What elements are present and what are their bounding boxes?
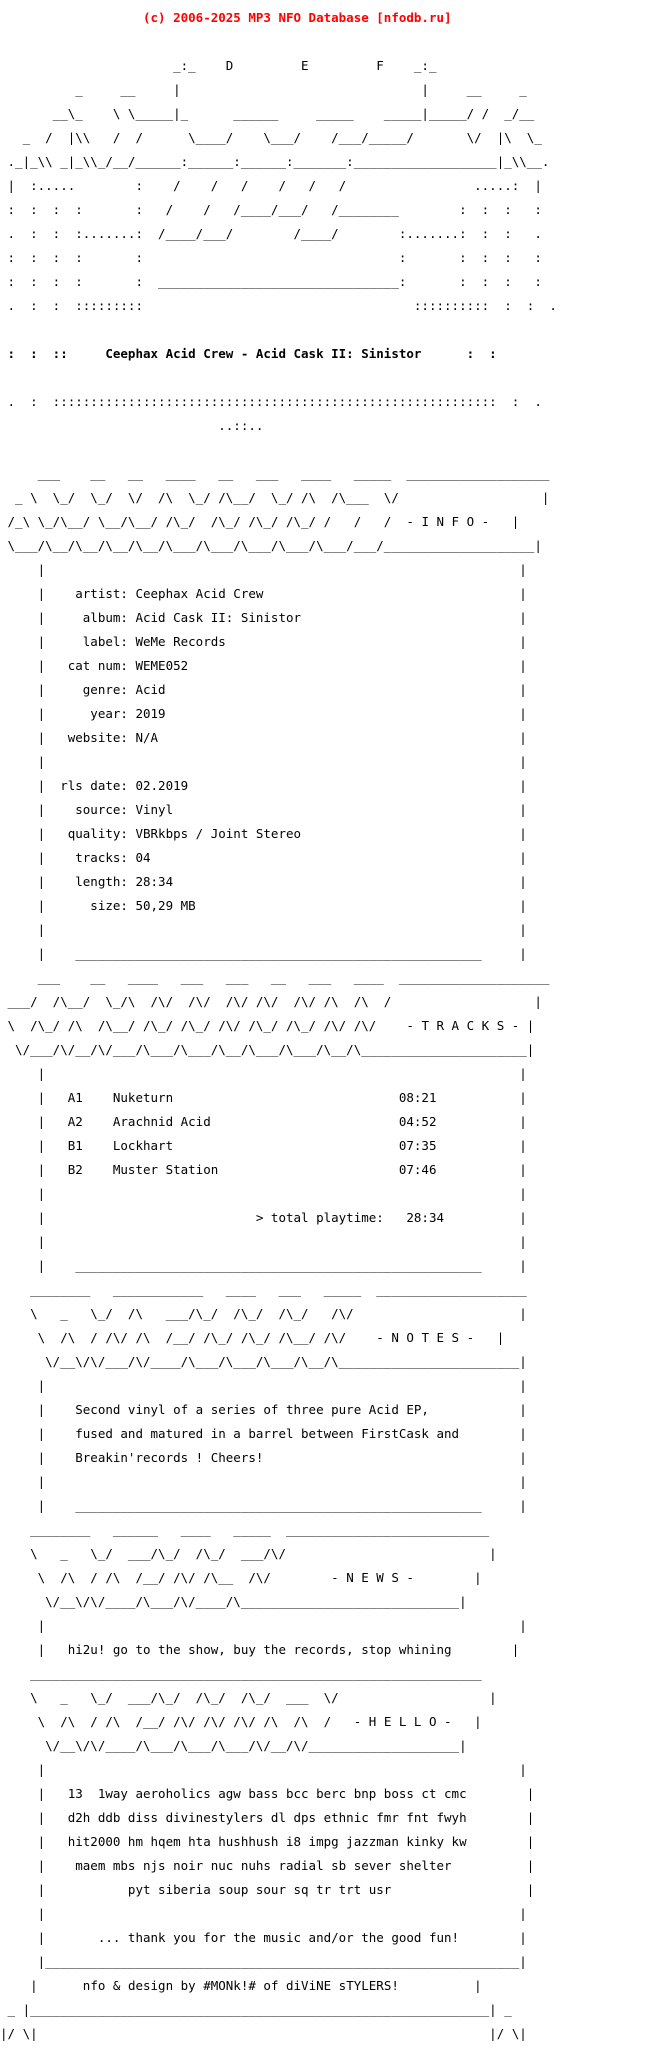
release-box-bottom: . : ::::::::::::::::::::::::::::::::::::::::::::::::::::::::::: : .	[0, 394, 542, 409]
info-line: | cat num: WEME052 |	[0, 658, 527, 673]
info-line: | quality: VBRkbps / Joint Stereo |	[0, 826, 527, 841]
track-line: | B2 Muster Station 07:46 |	[0, 1162, 527, 1177]
info-line: | label: WeMe Records |	[0, 634, 527, 649]
logo-line: _ __ | | __ _	[0, 82, 527, 97]
section-title-news: - N E W S -	[331, 1570, 414, 1585]
track-line: | A1 Nuketurn 08:21 |	[0, 1090, 527, 1105]
hello-line: | pyt siberia soup sour sq tr trt usr |	[0, 1882, 535, 1897]
info-line: | genre: Acid |	[0, 682, 527, 697]
footer-top: |_______________________________________________________________|	[0, 1954, 527, 1969]
logo-line: ._|_\\ _|_\\_/__/______:______:______:_______:___________________|_\\__.	[0, 154, 550, 169]
release-title: Ceephax Acid Crew - Acid Cask II: Sinistor	[105, 346, 422, 361]
total-playtime-line: | > total playtime: 28:34 |	[0, 1210, 527, 1225]
logo-line: : : : : : ________________________________: : : : :	[0, 274, 542, 289]
info-header-line: \___/\__/\__/\__/\__/\___/\___/\___/\___/\___/___/____________________|	[0, 538, 542, 553]
logo-line: | :..... : / / / / / / .....: |	[0, 178, 542, 193]
release-title-line: : : :: Ceephax Acid Crew - Acid Cask II: Sinistor : :	[0, 346, 497, 361]
notes-header-line: \ /\ / /\/ /\ /__/ /\_/ /\_/ /\__/ /\/ - N O T E S - |	[0, 1330, 505, 1345]
logo-line: _:_ D E F _:_	[0, 58, 520, 73]
news-header-line: \ _ \_/ ___/\_/ /\_/ ___/\/ |	[0, 1546, 497, 1561]
tracks-header-line: ___ __ ____ ___ ___ __ ___ ____ ____________________	[0, 970, 550, 985]
spacer: | |	[0, 562, 527, 577]
hello-header-line: \/__\/\/____/\___/\___/\___/\/__/\/____________________|	[0, 1738, 467, 1753]
news-header-line: \/__\/\/____/\___/\/____/\_____________________________|	[0, 1594, 467, 1609]
hello-line: | 13 1way aeroholics agw bass bcc berc bnp boss ct cmc |	[0, 1786, 535, 1801]
info-line: | album: Acid Cask II: Sinistor |	[0, 610, 527, 625]
divider: | ______________________________________________________ |	[0, 946, 527, 961]
news-line: | hi2u! go to the show, buy the records, stop whining |	[0, 1642, 520, 1657]
info-line: | size: 50,29 MB |	[0, 898, 527, 913]
notes-line: | fused and matured in a barrel between FirstCask and |	[0, 1426, 527, 1441]
notes-header-line: ________ ____________ ____ ___ _____ ____________________	[0, 1282, 527, 1297]
hello-line: | hit2000 hm hqem hta hushhush i8 impg jazzman kinky kw |	[0, 1834, 535, 1849]
footer-end: |/ \| |/ \|	[0, 2026, 527, 2041]
section-title-info: - I N F O -	[406, 514, 490, 529]
spacer: | |	[0, 1234, 527, 1249]
info-line: | website: N/A |	[0, 730, 527, 745]
info-line: | artist: Ceephax Acid Crew |	[0, 586, 527, 601]
news-header-line: \ /\ / /\ /__/ /\/ /\__ /\/ - N E W S - |	[0, 1570, 482, 1585]
notes-header-line: \/__\/\/___/\/____/\___/\___/\___/\__/\________________________|	[0, 1354, 527, 1369]
logo-line: : : : : : : : : : :	[0, 250, 542, 265]
notes-header-line: \ _ \_/ /\ ___/\_/ /\_/ /\_/ /\/ |	[0, 1306, 527, 1321]
info-line: | year: 2019 |	[0, 706, 527, 721]
spacer: | |	[0, 1474, 527, 1489]
hello-line: | d2h ddb diss divinestylers dl dps ethnic fmr fnt fwyh |	[0, 1810, 535, 1825]
spacer: | |	[0, 1762, 527, 1777]
news-header-line: ________ ______ ____ _____ ___________________________	[0, 1522, 490, 1537]
hello-header-line: \ _ \_/ ___/\_/ /\_/ /\_/ ___ \/ |	[0, 1690, 497, 1705]
hello-line: | maem mbs njs noir nuc nuhs radial sb sever shelter |	[0, 1858, 535, 1873]
hello-header-line: \ /\ / /\ /__/ /\/ /\/ /\/ /\ /\ / - H E L L O - |	[0, 1714, 482, 1729]
hello-line: | |	[0, 1906, 527, 1921]
info-line: | rls date: 02.2019 |	[0, 778, 527, 793]
section-title-notes: - N O T E S -	[376, 1330, 475, 1345]
divider: ____________________________________________________________	[0, 1666, 482, 1681]
spacer	[0, 324, 648, 336]
tracks-header-line: ___/ /\__/ \_/\ /\/ /\/ /\/ /\/ /\/ /\ /\ / |	[0, 994, 542, 1009]
info-line: | tracks: 04 |	[0, 850, 527, 865]
site-title: (c) 2006-2025 MP3 NFO Database [nfodb.ru]	[0, 10, 452, 25]
spacer: | |	[0, 922, 527, 937]
logo-line	[0, 36, 648, 48]
spacer	[0, 372, 648, 384]
notes-line: | Breakin'records ! Cheers! |	[0, 1450, 527, 1465]
logo-line: : : : : : / / /____/___/ /________ : : : :	[0, 202, 542, 217]
release-box-tail: ..::..	[0, 418, 550, 433]
divider: | ______________________________________________________ |	[0, 1258, 527, 1273]
footer-line: | nfo & design by #MONk!# of diViNE sTYLERS! |	[0, 1978, 482, 1993]
info-header-line: _ \ \_/ \_/ \/ /\ \_/ /\__/ \_/ /\ /\___ \/ |	[0, 490, 550, 505]
spacer: | |	[0, 1378, 527, 1393]
section-title-hello: - H E L L O -	[353, 1714, 452, 1729]
logo-line: _ / |\\ / / \____/ \___/ /___/_____/ \/ |\ \_	[0, 130, 542, 145]
track-line: | A2 Arachnid Acid 04:52 |	[0, 1114, 527, 1129]
info-header-line: /_\ \_/\__/ \__/\__/ /\_/ /\_/ /\_/ /\_/ / / / - I N F O - |	[0, 514, 520, 529]
release-box-top: . : : ::::::::: :::::::::: : : .	[0, 298, 557, 313]
info-line: | length: 28:34 |	[0, 874, 527, 889]
spacer	[0, 444, 648, 456]
tracks-header-line: \ /\_/ /\ /\__/ /\_/ /\_/ /\/ /\_/ /\_/ /\/ /\/ - T R A C K S - |	[0, 1018, 535, 1033]
spacer: | |	[0, 1618, 527, 1633]
info-header-line: ___ __ __ ____ __ ___ ____ _____ ___________________	[0, 466, 550, 481]
track-line: | |	[0, 1186, 527, 1201]
spacer: | |	[0, 1066, 527, 1081]
tracks-header-line: \/___/\/__/\/___/\___/\___/\__/\___/\___/\__/\______________________|	[0, 1042, 535, 1057]
logo-line: __\_ \ \_____|_ ______ _____ _____|_____/ / _/__	[0, 106, 535, 121]
section-title-tracks: - T R A C K S -	[406, 1018, 520, 1033]
logo-line: . : : :.......: /____/___/ /____/ :.......: : : .	[0, 226, 542, 241]
info-line: | |	[0, 754, 527, 769]
info-line: | source: Vinyl |	[0, 802, 527, 817]
footer-bottom: _ |_____________________________________________________________| _	[0, 2002, 512, 2017]
hello-line: | ... thank you for the music and/or the good fun! |	[0, 1930, 527, 1945]
footer-credit: nfo & design by #MONk!# of diViNE sTYLERS!	[82, 1978, 399, 1993]
notes-line: | Second vinyl of a series of three pure Acid EP, |	[0, 1402, 527, 1417]
divider: | ______________________________________________________ |	[0, 1498, 527, 1513]
track-line: | B1 Lockhart 07:35 |	[0, 1138, 527, 1153]
